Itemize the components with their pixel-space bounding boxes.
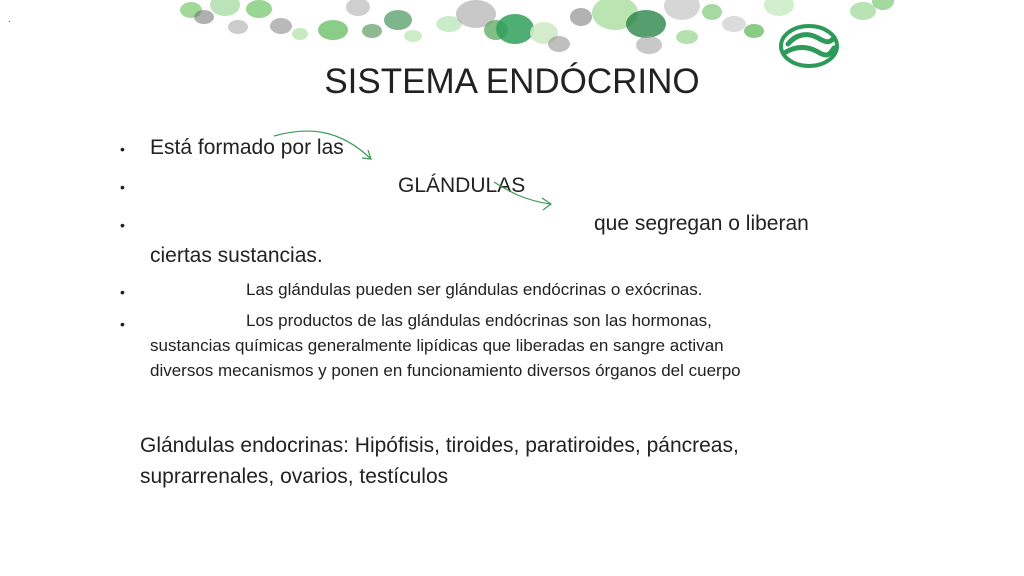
bullet-icon: • (120, 179, 125, 195)
bullet-icon: • (120, 217, 125, 233)
bullet-text-3-continued: ciertas sustancias. (150, 244, 323, 267)
arrow-icon (490, 176, 560, 216)
bullet-icon: • (120, 284, 125, 300)
bullet-icon: • (120, 316, 125, 332)
bullet-text-5-line-2: sustancias químicas generalmente lipídicas que liberadas en sangre activan (150, 336, 724, 355)
bullet-text-4: Las glándulas pueden ser glándulas endócrinas o exócrinas. (246, 280, 703, 299)
bullet-text-3: que segregan o liberan (594, 212, 809, 235)
bullet-text-1: Está formado por las (150, 136, 344, 159)
endocrine-glands-line-2: suprarrenales, ovarios, testículos (140, 465, 449, 488)
corner-mark: . (8, 14, 11, 25)
bullet-text-2: GLÁNDULAS (398, 174, 526, 197)
page-title: SISTEMA ENDÓCRINO (324, 62, 700, 101)
arrow-icon (270, 128, 380, 168)
bullet-text-5: Los productos de las glándulas endócrinas son las hormonas, (246, 311, 712, 330)
bullet-text-5-line-3: diversos mecanismos y ponen en funcionamiento diversos órganos del cuerpo (150, 361, 741, 380)
endocrine-glands-line-1: Glándulas endocrinas: Hipófisis, tiroides, paratiroides, páncreas, (140, 434, 739, 457)
bullet-icon: • (120, 141, 125, 157)
